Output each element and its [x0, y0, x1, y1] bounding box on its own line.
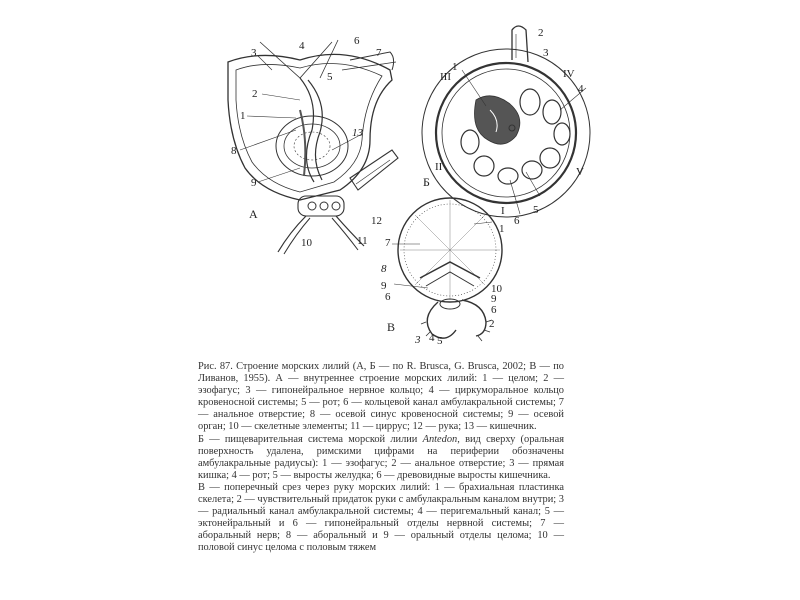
panel-v-label-10: 10: [491, 283, 502, 295]
panel-a-label-10: 10: [301, 237, 312, 249]
panel-a-label-9: 9: [251, 177, 257, 189]
panel-a-label-1: 1: [240, 110, 246, 122]
panel-v-label-2: 2: [489, 318, 495, 330]
panel-a-label-13: 13: [352, 127, 363, 139]
caption-b-intro: Б — пищеварительная система морской лилии: [198, 433, 423, 445]
panel-v-drawing: [392, 198, 502, 341]
panel-b-roman-V: V: [576, 166, 584, 178]
caption-paragraph-b: [198, 434, 564, 482]
panel-a-label-7: 7: [376, 47, 382, 59]
panel-v-label-4: 4: [429, 332, 435, 344]
panel-v-label-9: 9: [381, 280, 387, 292]
panel-a-label-11: 11: [357, 235, 368, 247]
panel-a-label-12: 12: [371, 215, 382, 227]
panel-v-label-9b: 9: [491, 293, 497, 305]
panel-a-label-2: 2: [252, 88, 258, 100]
panel-b-roman-I: I: [501, 205, 505, 217]
caption-b-genus: Antedon: [422, 433, 458, 445]
panel-b-label-1: 1: [452, 61, 458, 73]
panel-b-label-4: 4: [578, 83, 584, 95]
panel-b-label-5: 5: [533, 204, 539, 216]
caption-paragraph-a: Рис. 87. Строение морских лилий (А, Б — по R. Brusca, G. Brusca, 2002; В — по Ливанов, 1955). А — внутреннее строение морских лилий: 1 — целом; 2 — эзофагус; 3 — гипонейральное нервное кольцо; 4 — циркуморальное кольцо кровеносной системы; 5 — рот; 6 — кольцевой канал амбулакральной системы; 7 — анальное отверстие; 8 — осевой синус кровеносной системы; 9 — осевой орган; 10 — скелетные элементы; 11 — циррус; 12 — рука; 13 — кишечник.: [198, 361, 564, 433]
panel-b-drawing: [422, 26, 590, 217]
panel-a-label-8: 8: [231, 145, 237, 157]
panel-b-roman-IV: IV: [563, 68, 575, 80]
panel-v-label-1: 1: [499, 223, 505, 235]
panel-a-label-3: 3: [251, 47, 257, 59]
panel-v-label-6: 6: [385, 291, 391, 303]
caption-paragraph-v: В — поперечный срез через руку морских лилий: 1 — брахиальная пластинка скелета; 2 — чувствительный придаток руки с амбулакральным каналом внутри; 3 — радиальный канал амбулакральной системы; 4 — перигемальный канал; 5 — эктонейральный и 6 — гипонейральный отделы нервной системы; 7 — аборальный нерв; 8 — аборальный и 9 — оральный отделы целома; 10 — половой синус целома с половым тяжем: [198, 481, 564, 554]
panel-v-label-8: 8: [381, 263, 387, 275]
panel-v-letter: В: [387, 320, 396, 334]
panel-v-label-7: 7: [385, 237, 391, 249]
panel-b-letter: Б: [423, 175, 430, 189]
panel-v-label-3: 3: [415, 334, 421, 346]
panel-a-letter: А: [249, 207, 258, 221]
panel-b-label-6: 6: [514, 215, 520, 227]
panel-b-roman-II: II: [435, 161, 443, 173]
panel-a-label-6: 6: [354, 35, 360, 47]
panel-b-label-3: 3: [543, 47, 549, 59]
panel-a-label-4: 4: [299, 40, 305, 52]
caption-b-body: , вид сверху (оральная поверхность удалена, римскими цифрами на периферии обозначены амбулакральные радиусы): 1 — эзофагус; 2 — анальное отверстие; 3 — прямая кишка; 4 — рот; 5 — выросты желудка; 6 — древовидные выросты кишечника.: [198, 433, 564, 481]
panel-b-label-2: 2: [538, 27, 544, 39]
figure-caption: [198, 361, 564, 555]
panel-v-label-5: 5: [437, 335, 443, 347]
panel-b-roman-III: III: [440, 71, 451, 83]
panel-a-label-5: 5: [327, 71, 333, 83]
panel-v-label-6b: 6: [491, 304, 497, 316]
